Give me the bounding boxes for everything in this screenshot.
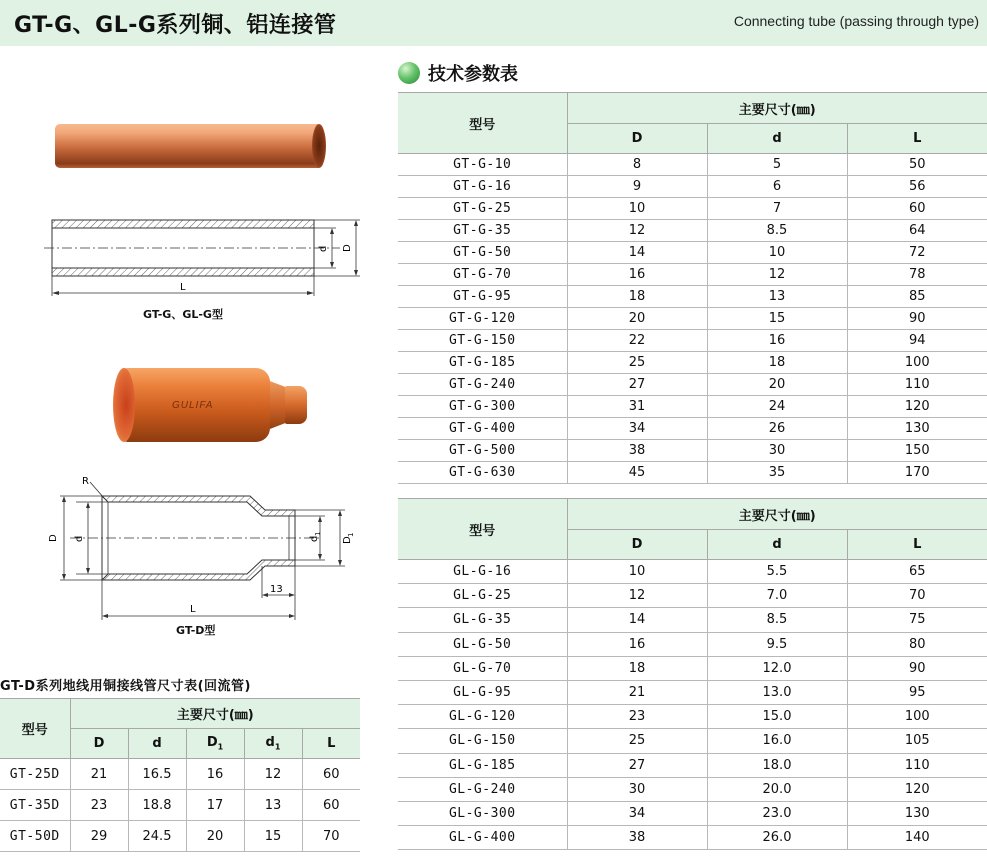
header-col: $D_1$ bbox=[186, 729, 244, 759]
cell-value: 12 bbox=[707, 264, 847, 286]
cell-value: 78 bbox=[847, 264, 987, 286]
cell-model: GT-G-95 bbox=[398, 286, 567, 308]
tube-drawing-reducer bbox=[40, 474, 370, 624]
cell-value: 23.0 bbox=[707, 801, 847, 825]
cell-value: 130 bbox=[847, 801, 987, 825]
cell-value: 24 bbox=[707, 396, 847, 418]
cell-value: 8.5 bbox=[707, 220, 847, 242]
cell-model: GL-G-120 bbox=[398, 705, 567, 729]
cell-value: 20 bbox=[186, 821, 244, 852]
table-row bbox=[398, 608, 987, 632]
cell-model: GL-G-240 bbox=[398, 777, 567, 801]
cell-model: GL-G-150 bbox=[398, 729, 567, 753]
cell-value: 90 bbox=[847, 308, 987, 330]
cell-value: 10 bbox=[567, 560, 707, 584]
cell-value: 56 bbox=[847, 176, 987, 198]
cell-value: 14 bbox=[567, 242, 707, 264]
cell-model: GT-G-185 bbox=[398, 352, 567, 374]
cell-value: 75 bbox=[847, 608, 987, 632]
cell-value: 35 bbox=[707, 462, 847, 484]
figure-caption-2: GT-D型 bbox=[176, 624, 216, 637]
table-row bbox=[398, 264, 987, 286]
table-row bbox=[398, 826, 987, 850]
dim-label-L: L bbox=[190, 604, 196, 615]
cell-model: GL-G-185 bbox=[398, 753, 567, 777]
cell-value: 13.0 bbox=[707, 680, 847, 704]
table-row bbox=[398, 462, 987, 484]
cell-value: 18 bbox=[567, 286, 707, 308]
cell-model: GL-G-16 bbox=[398, 560, 567, 584]
table-row bbox=[0, 790, 360, 821]
cell-value: 16 bbox=[567, 632, 707, 656]
table-row bbox=[398, 374, 987, 396]
table-row bbox=[398, 656, 987, 680]
table-row bbox=[398, 777, 987, 801]
table-row bbox=[398, 220, 987, 242]
cell-model: GL-G-300 bbox=[398, 801, 567, 825]
cell-value: 25 bbox=[567, 352, 707, 374]
cell-value: 21 bbox=[70, 759, 128, 790]
cell-value: 120 bbox=[847, 777, 987, 801]
cell-value: 26 bbox=[707, 418, 847, 440]
cell-model: GL-G-25 bbox=[398, 584, 567, 608]
bullet-icon bbox=[398, 62, 420, 84]
cell-value: 5.5 bbox=[707, 560, 847, 584]
cell-value: 70 bbox=[302, 821, 360, 852]
header-col: d bbox=[128, 729, 186, 759]
cell-value: 110 bbox=[847, 374, 987, 396]
cell-value: 38 bbox=[567, 826, 707, 850]
cell-value: 13 bbox=[244, 790, 302, 821]
cell-value: 20.0 bbox=[707, 777, 847, 801]
cell-value: 20 bbox=[707, 374, 847, 396]
header-main-dim: 主要尺寸(㎜) bbox=[567, 499, 987, 530]
cell-value: 9.5 bbox=[707, 632, 847, 656]
cell-value: 30 bbox=[707, 440, 847, 462]
cell-value: 18.8 bbox=[128, 790, 186, 821]
cell-value: 50 bbox=[847, 154, 987, 176]
table-row bbox=[398, 440, 987, 462]
cell-value: 18 bbox=[567, 656, 707, 680]
cell-model: GT-G-400 bbox=[398, 418, 567, 440]
cell-value: 27 bbox=[567, 374, 707, 396]
cell-value: 31 bbox=[567, 396, 707, 418]
table-row bbox=[398, 308, 987, 330]
header-col-L: L bbox=[847, 530, 987, 560]
cell-value: 15.0 bbox=[707, 705, 847, 729]
cell-value: 72 bbox=[847, 242, 987, 264]
cell-value: 16.5 bbox=[128, 759, 186, 790]
table-gtd-title: GT-D系列地线用铜接线管尺寸表(回流管) bbox=[0, 679, 251, 694]
cell-value: 100 bbox=[847, 352, 987, 374]
table-row bbox=[398, 801, 987, 825]
cell-value: 80 bbox=[847, 632, 987, 656]
cell-value: 14 bbox=[567, 608, 707, 632]
cell-value: 90 bbox=[847, 656, 987, 680]
table-row bbox=[398, 176, 987, 198]
header-col-D: D bbox=[567, 530, 707, 560]
cell-model: GT-G-50 bbox=[398, 242, 567, 264]
cell-value: 8 bbox=[567, 154, 707, 176]
dim-label-d1-sub: 1 bbox=[314, 531, 322, 536]
cell-value: 16 bbox=[186, 759, 244, 790]
wall-bottom bbox=[52, 268, 314, 276]
header-col: L bbox=[302, 729, 360, 759]
header-col-L: L bbox=[847, 124, 987, 154]
cell-value: 64 bbox=[847, 220, 987, 242]
table-gl-g bbox=[398, 498, 987, 850]
dim-label-13: 13 bbox=[270, 584, 283, 595]
section-title: 技术参数表 bbox=[428, 64, 518, 85]
cell-value: 85 bbox=[847, 286, 987, 308]
table-gt-d bbox=[0, 698, 360, 852]
header-col-d: d bbox=[707, 530, 847, 560]
cell-value: 30 bbox=[567, 777, 707, 801]
wall-top bbox=[52, 220, 314, 228]
cell-value: 16 bbox=[707, 330, 847, 352]
header-main-dim: 主要尺寸(㎜) bbox=[567, 93, 987, 124]
cell-value: 12 bbox=[244, 759, 302, 790]
cell-model: GT-G-25 bbox=[398, 198, 567, 220]
table-row bbox=[398, 560, 987, 584]
cell-model: GT-G-150 bbox=[398, 330, 567, 352]
cell-value: 12.0 bbox=[707, 656, 847, 680]
cell-value: 5 bbox=[707, 154, 847, 176]
cell-model: GT-35D bbox=[0, 790, 70, 821]
dim-label-D: D bbox=[342, 244, 353, 252]
header-col-D: D bbox=[567, 124, 707, 154]
cell-value: 12 bbox=[567, 220, 707, 242]
cell-value: 150 bbox=[847, 440, 987, 462]
table-row bbox=[0, 759, 360, 790]
table-row bbox=[398, 330, 987, 352]
cell-value: 7.0 bbox=[707, 584, 847, 608]
cell-value: 95 bbox=[847, 680, 987, 704]
table-gt-g bbox=[398, 92, 987, 484]
cell-model: GT-25D bbox=[0, 759, 70, 790]
tube-opening bbox=[312, 124, 326, 168]
cell-value: 29 bbox=[70, 821, 128, 852]
cell-model: GT-G-240 bbox=[398, 374, 567, 396]
cell-model: GL-G-35 bbox=[398, 608, 567, 632]
cell-value: 27 bbox=[567, 753, 707, 777]
cell-value: 23 bbox=[70, 790, 128, 821]
cell-value: 7 bbox=[707, 198, 847, 220]
cell-value: 15 bbox=[707, 308, 847, 330]
cell-model: GT-G-120 bbox=[398, 308, 567, 330]
cell-model: GT-50D bbox=[0, 821, 70, 852]
tube-drawing-straight bbox=[40, 214, 370, 300]
dim-label-d1: d bbox=[309, 535, 320, 542]
table-row bbox=[398, 729, 987, 753]
table-row bbox=[398, 418, 987, 440]
section-heading bbox=[398, 60, 518, 86]
cell-model: GT-G-500 bbox=[398, 440, 567, 462]
table-row bbox=[398, 584, 987, 608]
tube-small-end bbox=[285, 386, 307, 424]
cell-value: 65 bbox=[847, 560, 987, 584]
dim-label-D: D bbox=[48, 534, 59, 542]
page-subtitle: Connecting tube (passing through type) bbox=[733, 13, 979, 29]
cell-model: GL-G-400 bbox=[398, 826, 567, 850]
cell-value: 16.0 bbox=[707, 729, 847, 753]
cell-model: GL-G-70 bbox=[398, 656, 567, 680]
table-row bbox=[398, 154, 987, 176]
cell-value: 12 bbox=[567, 584, 707, 608]
cell-model: GT-G-300 bbox=[398, 396, 567, 418]
cell-value: 13 bbox=[707, 286, 847, 308]
cell-value: 17 bbox=[186, 790, 244, 821]
cell-value: 170 bbox=[847, 462, 987, 484]
cell-model: GT-G-16 bbox=[398, 176, 567, 198]
figure-caption-1: GT-G、GL-G型 bbox=[143, 308, 223, 321]
cell-model: GT-G-35 bbox=[398, 220, 567, 242]
page-title: GT-G、GL-G系列铜、铝连接管 bbox=[14, 13, 337, 38]
table-row bbox=[398, 198, 987, 220]
header-col-d: d bbox=[707, 124, 847, 154]
cell-value: 6 bbox=[707, 176, 847, 198]
cell-model: GL-G-50 bbox=[398, 632, 567, 656]
cell-value: 15 bbox=[244, 821, 302, 852]
header-model: 型号 bbox=[398, 93, 567, 154]
dim-label-L: L bbox=[180, 282, 186, 293]
cell-value: 45 bbox=[567, 462, 707, 484]
cell-value: 94 bbox=[847, 330, 987, 352]
cell-value: 10 bbox=[707, 242, 847, 264]
cell-value: 60 bbox=[302, 759, 360, 790]
table-row bbox=[398, 396, 987, 418]
cell-value: 60 bbox=[302, 790, 360, 821]
tube-mouth bbox=[113, 368, 135, 442]
table-row bbox=[398, 352, 987, 374]
cell-value: 34 bbox=[567, 418, 707, 440]
cell-value: 16 bbox=[567, 264, 707, 286]
cell-model: GT-G-630 bbox=[398, 462, 567, 484]
dim-label-D1: D bbox=[342, 536, 353, 544]
table-row bbox=[398, 680, 987, 704]
cell-value: 24.5 bbox=[128, 821, 186, 852]
cell-value: 26.0 bbox=[707, 826, 847, 850]
table-row bbox=[398, 286, 987, 308]
table-row bbox=[398, 753, 987, 777]
cell-value: 9 bbox=[567, 176, 707, 198]
tube-body bbox=[55, 124, 323, 168]
brand-mark: GULIFA bbox=[172, 400, 214, 411]
cell-value: 8.5 bbox=[707, 608, 847, 632]
header-bar bbox=[0, 0, 987, 46]
table-row bbox=[398, 705, 987, 729]
cell-value: 18.0 bbox=[707, 753, 847, 777]
cell-value: 140 bbox=[847, 826, 987, 850]
table-row bbox=[398, 242, 987, 264]
cell-value: 70 bbox=[847, 584, 987, 608]
cell-value: 21 bbox=[567, 680, 707, 704]
cell-value: 38 bbox=[567, 440, 707, 462]
header-col: D bbox=[70, 729, 128, 759]
cell-value: 22 bbox=[567, 330, 707, 352]
header-col: $d_1$ bbox=[244, 729, 302, 759]
cell-value: 23 bbox=[567, 705, 707, 729]
cell-value: 34 bbox=[567, 801, 707, 825]
cell-value: 20 bbox=[567, 308, 707, 330]
table-row bbox=[398, 632, 987, 656]
cell-model: GT-G-10 bbox=[398, 154, 567, 176]
cell-value: 130 bbox=[847, 418, 987, 440]
header-main-dim: 主要尺寸(㎜) bbox=[70, 699, 360, 729]
cell-value: 60 bbox=[847, 198, 987, 220]
header-model: 型号 bbox=[398, 499, 567, 560]
cell-value: 18 bbox=[707, 352, 847, 374]
dim-label-d: d bbox=[318, 245, 329, 252]
cell-value: 105 bbox=[847, 729, 987, 753]
cell-model: GT-G-70 bbox=[398, 264, 567, 286]
dim-label-d: d bbox=[74, 535, 85, 542]
cell-value: 120 bbox=[847, 396, 987, 418]
cell-value: 25 bbox=[567, 729, 707, 753]
dim-label-R: R bbox=[82, 476, 89, 487]
header-model: 型号 bbox=[0, 699, 70, 759]
dim-label-D1-sub: 1 bbox=[347, 532, 355, 537]
cell-value: 110 bbox=[847, 753, 987, 777]
cell-value: 100 bbox=[847, 705, 987, 729]
cell-model: GL-G-95 bbox=[398, 680, 567, 704]
table-row bbox=[0, 821, 360, 852]
cell-value: 10 bbox=[567, 198, 707, 220]
